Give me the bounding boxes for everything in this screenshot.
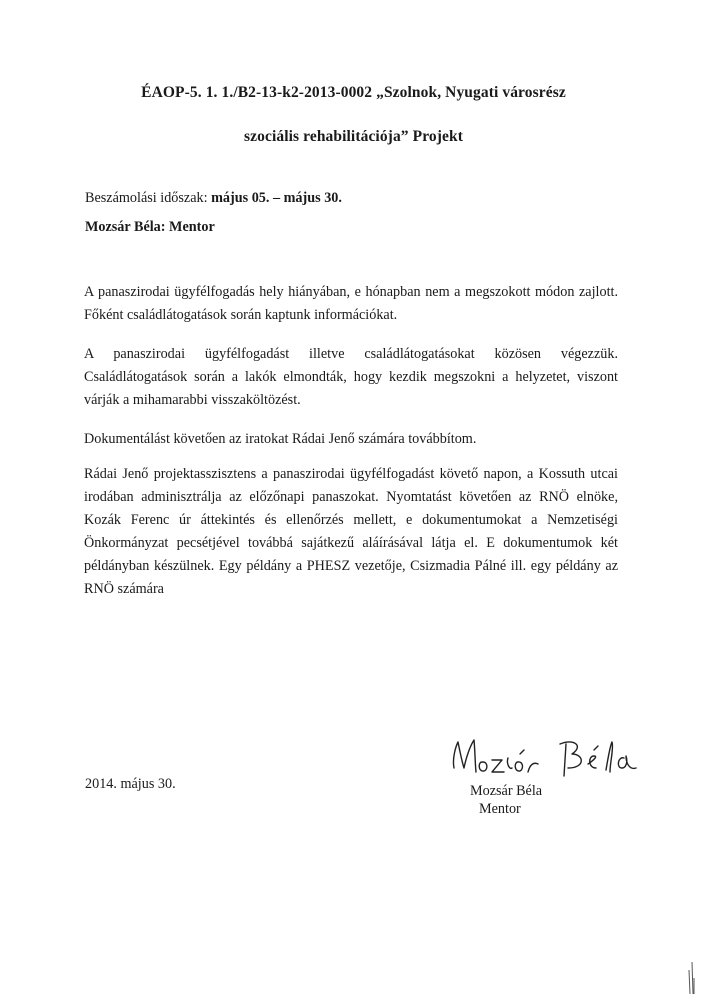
author-line: Mozsár Béla: Mentor xyxy=(85,219,215,235)
paragraph-line: Kozák Ferenc úr áttekintés és ellenőrzés mellett, e dokumentumokat a Nemzetiségi xyxy=(84,512,618,528)
paragraph-1 xyxy=(84,281,618,327)
paragraph-3 xyxy=(84,428,618,451)
paragraph-line: Dokumentálást követően az iratokat Rádai Jenő számára továbbítom. xyxy=(84,431,477,447)
document-title-line-2: szociális rehabilitációja” Projekt xyxy=(244,128,463,145)
paragraph-line: Főként családlátogatások során kaptunk információkat. xyxy=(84,307,398,323)
report-period-value: május 05. – május 30. xyxy=(211,190,342,206)
signature-date: 2014. május 30. xyxy=(85,776,176,792)
signatory-name: Mozsár Béla xyxy=(470,783,543,799)
paragraph-2 xyxy=(84,343,618,412)
paragraph-line: Rádai Jenő projektasszisztens a panaszirodai ügyfélfogadást követő napon, a Kossuth utcai xyxy=(84,466,618,482)
paragraph-line: Önkormányzat pecsétjével továbbá sajátkezű aláírásával látja el. E dokumentumok két xyxy=(84,535,618,551)
paragraph-line: példányban készülnek. Egy példány a PHESZ vezetője, Csizmadia Pálné ill. egy példány az xyxy=(84,558,618,574)
paragraph-line: irodában adminisztrálja az előzőnapi panaszokat. Nyomtatást követően az RNÖ elnöke, xyxy=(84,489,618,505)
paragraph-line: RNÖ számára xyxy=(84,581,164,597)
report-period xyxy=(85,190,342,207)
paragraph-line: A panaszirodai ügyfélfogadást illetve családlátogatásokat közösen végezzük. xyxy=(84,346,618,362)
paragraph-4 xyxy=(84,463,618,601)
signatory-role: Mentor xyxy=(479,801,521,817)
paragraph-line: A panaszirodai ügyfélfogadás hely hiányában, e hónapban nem a megszokott módon zajlott. xyxy=(84,284,618,300)
paragraph-line: várják a mihamarabbi visszaköltözést. xyxy=(84,392,301,408)
scan-edge-mark xyxy=(684,960,696,996)
paragraph-line: Családlátogatások során a lakók elmondták, hogy kezdik megszokni a helyzetet, viszont xyxy=(84,369,618,385)
document-title-line-1: ÉAOP-5. 1. 1./B2-13-k2-2013-0002 „Szolnok, Nyugati városrész xyxy=(141,84,566,101)
report-period-label: Beszámolási időszak: xyxy=(85,190,212,206)
